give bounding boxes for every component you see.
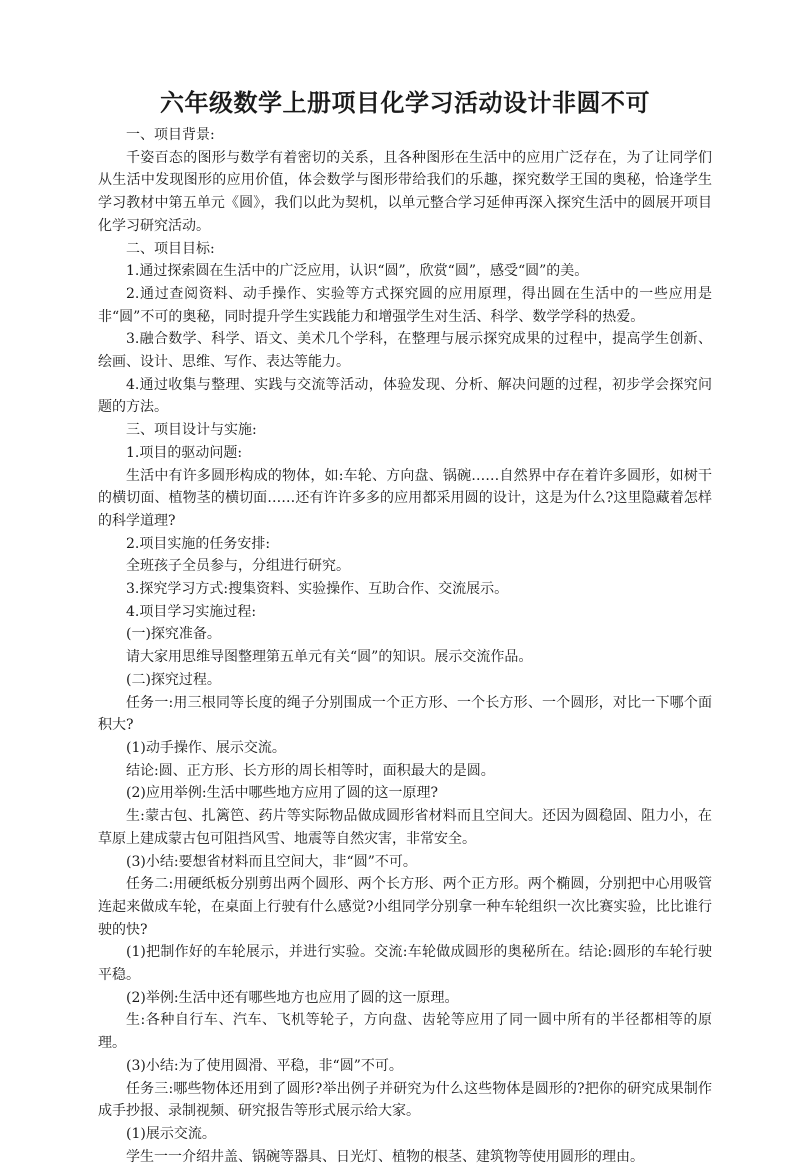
paragraph: 任务一:用三根同等长度的绳子分别围成一个正方形、一个长方形、一个圆形，对比一下哪个面积大? [98, 694, 712, 734]
paragraph: 4.项目学习实施过程: [126, 603, 257, 620]
paragraph: 三、项目设计与实施: [126, 422, 257, 439]
paragraph: 任务三:哪些物体还用到了圆形?举出例子并研究为什么这些物体是圆形的?把你的研究成果制作成手抄报、录制视频、研究报告等形式展示给大家。 [98, 1080, 712, 1120]
paragraph: (一)探究准备。 [126, 626, 221, 643]
document-body [98, 124, 712, 1168]
paragraph: 二、项目目标: [126, 240, 215, 257]
paragraph: 生:各种自行车、汽车、飞机等轮子，方向盘、齿轮等应用了同一圆中所有的半径都相等的原理。 [98, 1012, 712, 1052]
paragraph: 学生一一介绍井盖、锅碗等器具、日光灯、植物的根茎、建筑物等使用圆形的理由。 [126, 1148, 644, 1165]
paragraph: 1.项目的驱动问题: [126, 444, 243, 461]
paragraph: 3.融合数学、科学、语文、美术几个学科，在整理与展示探究成果的过程中，提高学生创新、绘画、设计、思维、写作、表达等能力。 [98, 331, 712, 371]
paragraph: 请大家用思维导图整理第五单元有关“圆”的知识。展示交流作品。 [126, 649, 533, 666]
paragraph: 任务二:用硬纸板分别剪出两个圆形、两个长方形、两个正方形。两个椭圆，分别把中心用吸管连起来做成车轮，在桌面上行驶有什么感觉?小组同学分别拿一种车轮组织一次比赛实验，比比谁行驶的快? [98, 876, 712, 938]
paragraph: (1)展示交流。 [126, 1125, 216, 1142]
paragraph: 生活中有许多圆形构成的物体，如:车轮、方向盘、锅碗……自然界中存在着许多圆形，如树干的横切面、植物茎的横切面……还有许许多多的应用都采用圆的设计，这是为什么?这里隐藏着怎样的科学道理? [98, 467, 712, 529]
paragraph: 2.项目实施的任务安排: [126, 535, 271, 552]
paragraph: 结论:圆、正方形、长方形的周长相等时，面积最大的是圆。 [126, 762, 495, 779]
paragraph: 4.通过收集与整理、实践与交流等活动，体验发现、分析、解决问题的过程，初步学会探究问题的方法。 [98, 376, 712, 416]
paragraph: (3)小结:为了使用圆滑、平稳，非“圆”不可。 [126, 1057, 403, 1074]
document-title: 六年级数学上册项目化学习活动设计非圆不可 [160, 88, 650, 117]
paragraph: (二)探究过程。 [126, 671, 221, 688]
paragraph: 生:蒙古包、扎篱笆、药片等实际物品做成圆形省材料而且空间大。还因为圆稳固、阻力小，在草原上建成蒙古包可阻挡风雪、地震等自然灾害，非常安全。 [98, 808, 712, 847]
paragraph: 3.探究学习方式:搜集资料、实验操作、互助合作、交流展示。 [126, 581, 509, 598]
paragraph: 一、项目背景: [126, 127, 215, 143]
paragraph: 2.通过查阅资料、动手操作、实验等方式探究圆的应用原理，得出圆在生活中的一些应用是非“圆”不可的奥秘，同时提升学生实践能力和增强学生对生活、科学、数学学科的热爱。 [98, 285, 712, 325]
paragraph: (3)小结:要想省材料而且空间大，非“圆”不可。 [126, 853, 417, 870]
paragraph: (2)举例:生活中还有哪些地方也应用了圆的这一原理。 [126, 989, 459, 1006]
paragraph: 全班孩子全员参与，分组进行研究。 [126, 558, 350, 575]
paragraph: 1.通过探索圆在生活中的广泛应用，认识“圆”，欣赏“圆”，感受“圆”的美。 [126, 263, 589, 280]
paragraph: (2)应用举例:生活中哪些地方应用了圆的这一原理? [126, 785, 439, 802]
paragraph: 千姿百态的图形与数学有着密切的关系，且各种图形在生活中的应用广泛存在，为了让同学们从生活中发现图形的应用价值，体会数学与图形带给我们的乐趣，探究数学王国的奥秘，恰逢学生学习教材中第五单元《圆》，我们以此为契机，以单元整合学习延伸再深入探究生活中的圆展开项目化学习研究活动。 [98, 149, 712, 234]
paragraph: (1)把制作好的车轮展示，并进行实验。交流:车轮做成圆形的奥秘所在。结论:圆形的车轮行驶平稳。 [98, 944, 712, 984]
paragraph: (1)动手操作、展示交流。 [126, 739, 286, 756]
